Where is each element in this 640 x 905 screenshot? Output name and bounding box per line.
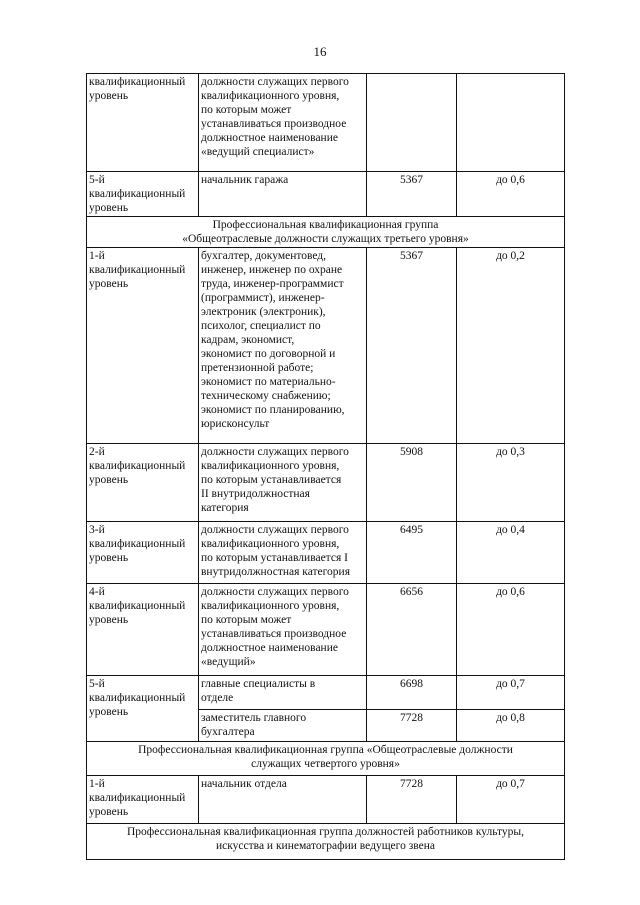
positions-cell-text: должности служащих первого квалификационного уровня, по которым может устанавливаться производное должностное наименование «ведущий» bbox=[201, 586, 349, 668]
positions-cell-text: заместитель главного бухгалтера bbox=[201, 712, 307, 738]
salary-cell bbox=[367, 248, 457, 444]
positions-cell bbox=[199, 248, 367, 444]
positions-cell-text: должности служащих первого квалификационного уровня, по которым устанавливается II внутридолжностная категория bbox=[201, 446, 349, 514]
level-cell-text: 4-й квалификационный уровень bbox=[89, 586, 186, 626]
salary-cell bbox=[367, 776, 457, 824]
level-cell-text: 1-й квалификационный уровень bbox=[89, 250, 186, 290]
table-row bbox=[87, 172, 565, 217]
salary-cell-text: 5367 bbox=[400, 250, 423, 262]
coefficient-cell-text: до 0,7 bbox=[496, 778, 525, 790]
level-cell bbox=[87, 522, 199, 584]
positions-cell-text: начальник отдела bbox=[201, 778, 287, 790]
salary-cell-text: 7728 bbox=[400, 712, 423, 724]
table-row bbox=[87, 522, 565, 584]
salary-cell bbox=[367, 710, 457, 742]
coefficient-cell bbox=[457, 776, 565, 824]
positions-cell bbox=[199, 522, 367, 584]
salary-cell bbox=[367, 522, 457, 584]
salary-cell-text: 6698 bbox=[400, 678, 423, 690]
level-cell-text: 5-й квалификационный уровень bbox=[89, 678, 186, 718]
group-title-text: Профессиональная квалификационная группа «Общеотраслевые должности служащих четвертого уровня» bbox=[138, 744, 513, 770]
group-title-text: Профессиональная квалификационная группа «Общеотраслевые должности служащих третьего уровня» bbox=[182, 219, 469, 245]
group-header-row bbox=[87, 824, 565, 860]
table-row bbox=[87, 74, 565, 172]
coefficient-cell-text: до 0,4 bbox=[496, 524, 525, 536]
coefficient-cell bbox=[457, 444, 565, 522]
salary-cell bbox=[367, 676, 457, 710]
positions-cell-text: должности служащих первого квалификационного уровня, по которым может устанавливаться производное должностное наименование «ведущий специалист» bbox=[201, 76, 349, 158]
group-title bbox=[87, 217, 565, 248]
salary-table bbox=[86, 73, 565, 860]
level-cell bbox=[87, 248, 199, 444]
table-row bbox=[87, 584, 565, 676]
positions-cell bbox=[199, 710, 367, 742]
coefficient-cell-text: до 0,8 bbox=[496, 712, 525, 724]
salary-cell bbox=[367, 584, 457, 676]
table-row bbox=[87, 776, 565, 824]
coefficient-cell-text: до 0,3 bbox=[496, 446, 525, 458]
coefficient-cell-text: до 0,6 bbox=[496, 174, 525, 186]
level-cell bbox=[87, 676, 199, 742]
coefficient-cell-text: до 0,7 bbox=[496, 678, 525, 690]
coefficient-cell-text: до 0,2 bbox=[496, 250, 525, 262]
positions-cell bbox=[199, 74, 367, 172]
positions-cell bbox=[199, 676, 367, 710]
level-cell bbox=[87, 172, 199, 217]
positions-cell bbox=[199, 776, 367, 824]
coefficient-cell bbox=[457, 584, 565, 676]
positions-cell bbox=[199, 584, 367, 676]
table-row bbox=[87, 676, 565, 710]
level-cell-text: 2-й квалификационный уровень bbox=[89, 446, 186, 486]
level-cell-text: 3-й квалификационный уровень bbox=[89, 524, 186, 564]
positions-cell-text: главные специалисты в отделе bbox=[201, 678, 316, 704]
salary-cell bbox=[367, 74, 457, 172]
positions-cell bbox=[199, 172, 367, 217]
level-cell bbox=[87, 776, 199, 824]
coefficient-cell bbox=[457, 710, 565, 742]
group-header-row bbox=[87, 742, 565, 776]
positions-cell-text: должности служащих первого квалификационного уровня, по которым устанавливается I внутридолжностная категория bbox=[201, 524, 351, 578]
coefficient-cell-text: до 0,6 bbox=[496, 586, 525, 598]
level-cell-text: 1-й квалификационный уровень bbox=[89, 778, 186, 818]
level-cell-text: квалификационный уровень bbox=[89, 76, 186, 102]
level-cell bbox=[87, 584, 199, 676]
group-header-row bbox=[87, 217, 565, 248]
coefficient-cell bbox=[457, 248, 565, 444]
salary-cell bbox=[367, 172, 457, 217]
salary-cell-text: 6656 bbox=[400, 586, 423, 598]
table-row bbox=[87, 248, 565, 444]
page-number: 16 bbox=[313, 44, 327, 59]
coefficient-cell bbox=[457, 74, 565, 172]
coefficient-cell bbox=[457, 676, 565, 710]
salary-cell-text: 7728 bbox=[400, 778, 423, 790]
positions-cell bbox=[199, 444, 367, 522]
salary-cell bbox=[367, 444, 457, 522]
group-title bbox=[87, 824, 565, 860]
salary-cell-text: 6495 bbox=[400, 524, 423, 536]
group-title-text: Профессиональная квалификационная группа должностей работников культуры, искусства и кинематографии ведущего звена bbox=[126, 826, 525, 852]
group-title bbox=[87, 742, 565, 776]
salary-cell-text: 5367 bbox=[400, 174, 423, 186]
level-cell bbox=[87, 74, 199, 172]
positions-cell-text: бухгалтер, документовед, инженер, инженер по охране труда, инженер-программист (программист), инженер- электроник (электроник), психолог, специалист по кадрам, экономист, экономист по договорной и претензионной работе; экономист по материально- техническому снабжению; экономист по планированию, юрисконсульт bbox=[201, 250, 345, 430]
coefficient-cell bbox=[457, 522, 565, 584]
table-row bbox=[87, 444, 565, 522]
coefficient-cell bbox=[457, 172, 565, 217]
positions-cell-text: начальник гаража bbox=[201, 174, 289, 186]
salary-cell-text: 5908 bbox=[400, 446, 423, 458]
level-cell-text: 5-й квалификационный уровень bbox=[89, 174, 186, 214]
level-cell bbox=[87, 444, 199, 522]
